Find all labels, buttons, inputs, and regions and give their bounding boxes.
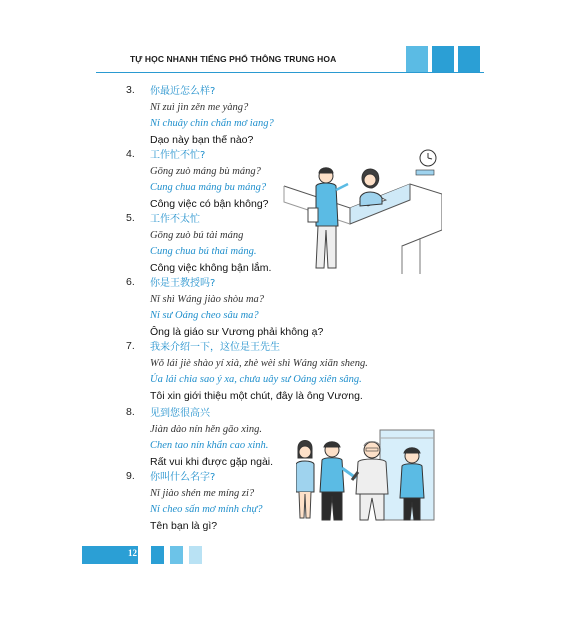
translation-text: Tên bạn là gì? xyxy=(150,520,218,532)
phonetic-text: Chen tao nín khẩn cao xinh. xyxy=(150,440,269,451)
page-number: 12 xyxy=(128,548,137,558)
entry-number: 9. xyxy=(126,470,135,482)
pinyin-text: Nǐ jiào shén me míng zi? xyxy=(150,488,255,499)
chinese-text: 你是王教授吗? xyxy=(150,278,216,289)
entry-number: 8. xyxy=(126,406,135,418)
page-header xyxy=(96,46,484,73)
pinyin-text: Wǒ lái jiè shào yí xià, zhè wèi shì Wáng xiān sheng. xyxy=(150,358,368,369)
entry-number: 7. xyxy=(126,340,135,352)
chinese-text: 我来介绍一下，这位是王先生 xyxy=(150,342,280,353)
entry-number: 4. xyxy=(126,148,135,160)
footer-decor-block xyxy=(170,546,183,564)
phonetic-text: Nỉ cheo sấn mơ mính chự? xyxy=(150,504,263,515)
header-decor-block xyxy=(406,46,428,72)
phonetic-text: Cung chua bú thai máng. xyxy=(150,246,257,257)
chinese-text: 你最近怎么样? xyxy=(150,86,216,97)
office-counter-scene-illustration xyxy=(282,146,442,278)
phonetic-text: Ủa lái chia sao ý xa, chưa uây sư Oáng xiên sâng. xyxy=(150,374,362,385)
pinyin-text: Nǐ shì Wáng jiào shòu ma? xyxy=(150,294,265,305)
phonetic-text: Nỉ sư Oáng cheo sâu ma? xyxy=(150,310,259,321)
entry-number: 6. xyxy=(126,276,135,288)
pinyin-text: Jiàn dào nín hěn gāo xìng. xyxy=(150,424,262,435)
chinese-text: 工作不太忙 xyxy=(150,214,200,225)
chinese-text: 你叫什么名字? xyxy=(150,472,216,483)
translation-text: Rất vui khi được gặp ngài. xyxy=(150,456,274,468)
phonetic-text: Cung chua máng bu máng? xyxy=(150,182,267,193)
pinyin-text: Nǐ zuì jìn zěn me yàng? xyxy=(150,102,249,113)
phonetic-text: Nỉ chuây chin chẩn mơ iang? xyxy=(150,118,274,129)
translation-text: Công việc có bận không? xyxy=(150,198,269,210)
translation-text: Ông là giáo sư Vương phải không ạ? xyxy=(150,326,324,338)
translation-text: Dạo này bạn thế nào? xyxy=(150,134,254,146)
entry-number: 3. xyxy=(126,84,135,96)
business-handshake-illustration xyxy=(296,428,436,524)
entry-number: 5. xyxy=(126,212,135,224)
chinese-text: 工作忙不忙? xyxy=(150,150,206,161)
footer-decor-block xyxy=(189,546,202,564)
footer-decor-block xyxy=(151,546,164,564)
header-decor-block xyxy=(458,46,480,72)
translation-text: Công việc không bận lắm. xyxy=(150,262,272,274)
pinyin-text: Gōng zuò bú tài máng xyxy=(150,230,244,241)
book-title: TỰ HỌC NHANH TIẾNG PHỔ THÔNG TRUNG HOA xyxy=(130,54,337,64)
header-decor-block xyxy=(432,46,454,72)
translation-text: Tôi xin giới thiệu một chút, đây là ông Vương. xyxy=(150,390,363,402)
chinese-text: 见到您很高兴 xyxy=(150,408,210,419)
pinyin-text: Gōng zuò máng bù máng? xyxy=(150,166,261,177)
